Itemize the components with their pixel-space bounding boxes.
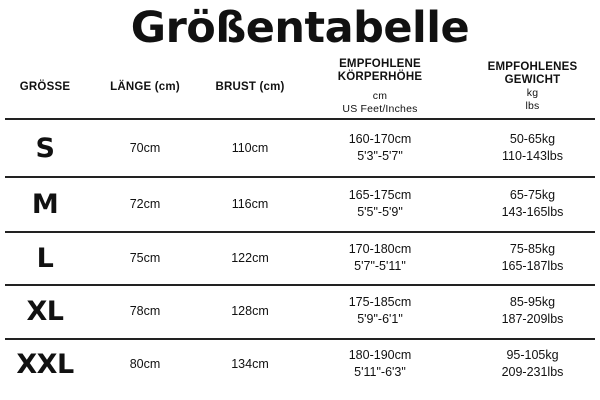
length-cell: 75cm bbox=[129, 250, 161, 265]
header-size bbox=[0, 58, 90, 116]
page-title: Größentabelle bbox=[130, 3, 470, 53]
table-row bbox=[0, 232, 600, 284]
height-cm: 170-180cm bbox=[348, 242, 412, 256]
size-cell: L bbox=[36, 242, 54, 274]
header-chest-label: BRUST (cm) bbox=[215, 80, 285, 93]
header-length-label: LÄNGE (cm) bbox=[110, 80, 180, 93]
height-ft: 5'3"-5'7" bbox=[357, 149, 403, 163]
weight-kg: 95-105kg bbox=[506, 348, 559, 362]
weight-lbs: 165-187lbs bbox=[501, 259, 564, 273]
weight-kg: 75-85kg bbox=[509, 242, 556, 256]
weight-lbs: 187-209lbs bbox=[501, 312, 564, 326]
size-cell: S bbox=[35, 132, 55, 164]
length-cell: 70cm bbox=[129, 140, 161, 155]
height-cm: 180-190cm bbox=[348, 348, 412, 362]
height-ft: 5'11"-6'3" bbox=[354, 365, 406, 379]
header-height-label: EMPFOHLENE KÖRPERHÖHE bbox=[337, 58, 423, 83]
header-size-label: GRÖSSE bbox=[19, 80, 71, 93]
height-ft: 5'9"-6'1" bbox=[357, 312, 403, 326]
length-cell: 80cm bbox=[129, 356, 161, 371]
weight-kg: 50-65kg bbox=[509, 132, 556, 146]
height-cm: 165-175cm bbox=[348, 188, 412, 202]
height-cell bbox=[300, 232, 460, 284]
header-height-unit-cm: cm bbox=[372, 90, 388, 102]
chest-cell: 128cm bbox=[231, 303, 269, 318]
table-row bbox=[0, 122, 600, 174]
table-row bbox=[0, 338, 600, 390]
size-cell: XL bbox=[26, 295, 64, 327]
weight-kg: 85-95kg bbox=[509, 295, 556, 309]
weight-lbs: 110-143lbs bbox=[502, 149, 563, 163]
size-cell: XXL bbox=[16, 348, 74, 380]
height-cell bbox=[300, 285, 460, 337]
header-height-unit-ft: US Feet/Inches bbox=[342, 103, 418, 115]
height-ft: 5'7"-5'11" bbox=[354, 259, 406, 273]
height-cell bbox=[300, 338, 460, 390]
height-cell bbox=[300, 178, 460, 230]
chest-cell: 110cm bbox=[231, 140, 269, 155]
size-cell: M bbox=[31, 188, 59, 220]
height-cm: 160-170cm bbox=[348, 132, 412, 146]
weight-lbs: 143-165lbs bbox=[501, 205, 564, 219]
header-weight-unit-kg: kg bbox=[526, 87, 539, 99]
weight-cell bbox=[470, 122, 595, 174]
height-ft: 5'5"-5'9" bbox=[357, 205, 403, 219]
chest-cell: 122cm bbox=[231, 250, 269, 265]
header-chest bbox=[200, 58, 300, 116]
length-cell: 72cm bbox=[129, 196, 161, 211]
chest-cell: 134cm bbox=[231, 356, 269, 371]
table-row bbox=[0, 178, 600, 230]
header-weight bbox=[470, 58, 595, 116]
header-weight-unit-lbs: lbs bbox=[525, 100, 540, 112]
table-row bbox=[0, 285, 600, 337]
height-cell bbox=[300, 122, 460, 174]
height-cm: 175-185cm bbox=[348, 295, 412, 309]
header-weight-label-2: GEWICHT bbox=[504, 74, 561, 86]
header-divider bbox=[5, 118, 595, 120]
header-height bbox=[300, 58, 460, 116]
weight-cell bbox=[470, 232, 595, 284]
length-cell: 78cm bbox=[129, 303, 161, 318]
chest-cell: 116cm bbox=[231, 196, 269, 211]
weight-cell bbox=[470, 285, 595, 337]
weight-cell bbox=[470, 338, 595, 390]
weight-lbs: 209-231lbs bbox=[501, 365, 564, 379]
header-length bbox=[95, 58, 195, 116]
weight-kg: 65-75kg bbox=[509, 188, 556, 202]
header-weight-label-1: EMPFOHLENES bbox=[487, 61, 578, 73]
weight-cell bbox=[470, 178, 595, 230]
